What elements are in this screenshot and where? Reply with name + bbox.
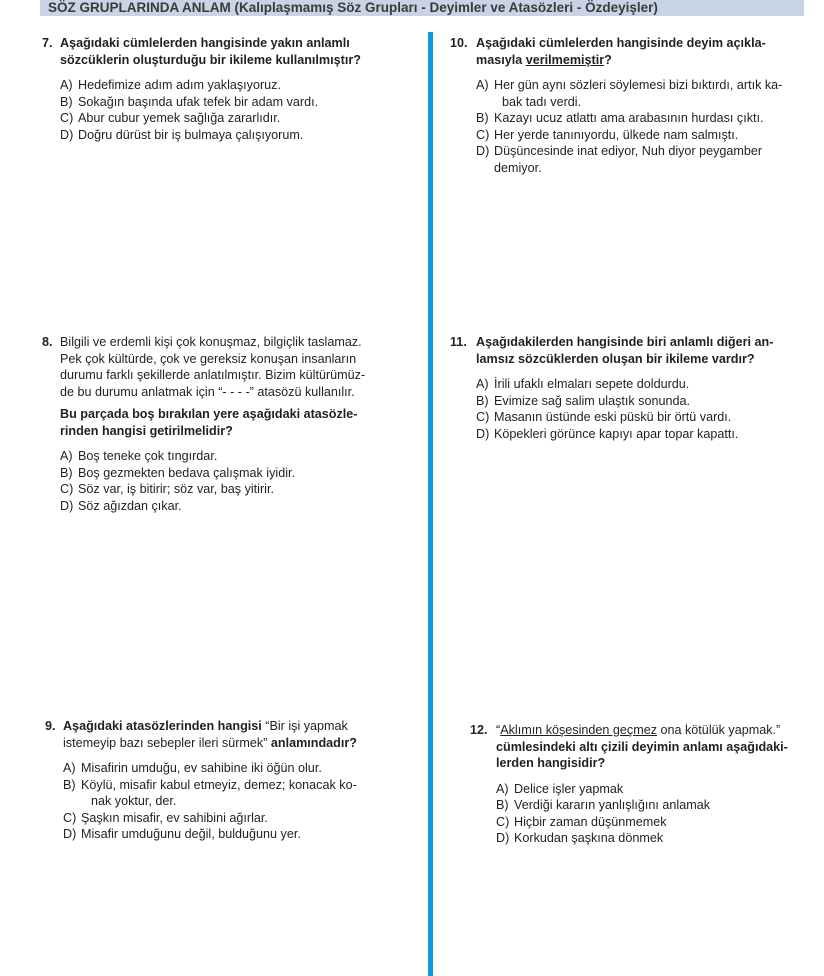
option-label: B) <box>476 111 489 125</box>
option-d[interactable] <box>476 143 810 176</box>
question-stem <box>45 718 405 751</box>
stem-line: masıyla <box>476 52 523 67</box>
stem-line: Aşağıdaki cümlelerden hangisinde yakın anlamlı <box>60 36 350 50</box>
option-label: A) <box>476 377 489 391</box>
passage-line: durumu farklı şekillerde anlatılmıştır. Bizim kültürümüz- <box>60 368 366 382</box>
option-text: Doğru dürüst bir iş bulmaya çalışıyorum. <box>78 127 304 142</box>
option-d[interactable] <box>60 498 402 515</box>
option-label: D) <box>476 144 490 158</box>
option-label: A) <box>63 761 76 775</box>
option-text: Şaşkın misafir, ev sahibini ağırlar. <box>81 810 268 825</box>
option-label: B) <box>476 393 489 408</box>
underlined-idiom: Aklımın köşesinden geçmez <box>500 723 657 737</box>
option-c[interactable] <box>60 481 402 498</box>
option-text: Verdiği kararın yanlışlığını anlamak <box>514 798 711 812</box>
options-list <box>450 77 810 176</box>
option-text: nak yoktur, der. <box>91 794 177 808</box>
option-label: A) <box>60 78 73 92</box>
option-a[interactable] <box>496 781 815 798</box>
option-label: D) <box>60 498 74 513</box>
stem-line: ? <box>604 52 612 67</box>
option-label: C) <box>60 111 74 125</box>
option-d[interactable] <box>476 426 810 443</box>
option-d[interactable] <box>63 826 405 843</box>
question-stem <box>470 722 815 772</box>
option-text: Köylü, misafir kabul etmeyiz, demez; konacak ko- <box>81 777 357 792</box>
option-label: C) <box>60 482 74 496</box>
option-label: B) <box>63 777 76 792</box>
question-stem <box>450 334 810 367</box>
option-text: Söz var, iş bitirir; söz var, baş yitirir. <box>78 482 274 496</box>
stem-quote: “Bir işi yapmak <box>265 719 348 733</box>
question-9 <box>45 718 405 843</box>
passage-line: Pek çok kültürde, çok ve gereksiz konuşan insanların <box>60 351 357 366</box>
option-text: Misafirin umduğu, ev sahibine iki öğün olur. <box>81 761 322 775</box>
options-list <box>470 781 815 847</box>
option-b[interactable] <box>63 777 405 810</box>
option-text: Kazayı ucuz atlattı ama arabasının hurdası çıktı. <box>494 111 764 125</box>
option-label: B) <box>60 465 73 480</box>
column-divider <box>428 32 433 976</box>
option-text: Söz ağızdan çıkar. <box>78 498 182 513</box>
stem-line: Aşağıdaki cümlelerden hangisinde deyim açıkla- <box>476 36 766 50</box>
options-list <box>42 77 402 143</box>
option-text: demiyor. <box>494 160 542 175</box>
option-a[interactable] <box>476 77 810 110</box>
option-label: C) <box>476 410 490 424</box>
option-text: Boş gezmekten bedava çalışmak iyidir. <box>78 465 295 480</box>
options-list <box>42 448 402 514</box>
option-text: Evimize sağ salim ulaştık sonunda. <box>494 393 690 408</box>
options-list <box>450 376 810 442</box>
stem-line: cümlesindeki altı çizili deyimin anlamı aşağıdaki- <box>496 739 788 754</box>
quote-text: ona kötülük yapmak.” <box>657 723 781 737</box>
quote-mark: “ <box>496 723 501 737</box>
question-passage <box>42 334 402 400</box>
question-stem <box>42 35 402 68</box>
option-label: A) <box>496 781 509 796</box>
option-b[interactable] <box>60 94 402 111</box>
option-text: Boş teneke çok tıngırdar. <box>78 449 218 463</box>
question-stem <box>450 35 810 68</box>
question-11 <box>450 334 810 442</box>
option-label: C) <box>63 810 77 825</box>
stem-bold: Aşağıdaki atasözlerinden hangisi <box>63 719 262 733</box>
question-stem <box>42 406 402 439</box>
option-text: Hedefimize adım adım yaklaşıyoruz. <box>78 78 281 92</box>
question-8 <box>42 334 402 514</box>
option-text: Hiçbir zaman düşünmemek <box>514 814 667 829</box>
question-number: 10. <box>450 36 468 50</box>
question-7 <box>42 35 402 143</box>
option-label: D) <box>63 827 77 841</box>
option-label: C) <box>476 127 490 142</box>
option-d[interactable] <box>60 127 402 144</box>
option-c[interactable] <box>60 110 402 127</box>
option-text: Masanın üstünde eski püskü bir örtü vardı. <box>494 410 732 424</box>
passage-line: Bilgili ve erdemli kişi çok konuşmaz, bilgiçlik taslamaz. <box>60 335 362 349</box>
option-a[interactable] <box>60 448 402 465</box>
page-title: SÖZ GRUPLARINDA ANLAM (Kalıplaşmamış Söz Grupları - Deyimler ve Atasözleri - Özdeyişler) <box>48 0 658 15</box>
option-c[interactable] <box>476 409 810 426</box>
stem-line: rinden hangisi getirilmelidir? <box>60 423 233 438</box>
option-label: C) <box>496 814 510 829</box>
option-b[interactable] <box>496 797 815 814</box>
option-b[interactable] <box>60 465 402 482</box>
stem-bold: anlamındadır? <box>270 735 357 750</box>
stem-line: sözcüklerin oluşturduğu bir ikileme kullanılmıştır? <box>60 52 361 67</box>
question-number: 9. <box>45 719 56 733</box>
option-b[interactable] <box>476 393 810 410</box>
option-label: B) <box>496 798 509 812</box>
option-text: Her yerde tanınıyordu, ülkede nam salmıştı. <box>494 127 739 142</box>
option-c[interactable] <box>63 810 405 827</box>
passage-line: de bu durumu anlatmak için “- - - -” atasözü kullanılır. <box>60 384 355 399</box>
options-list <box>45 760 405 843</box>
stem-line: Aşağıdakilerden hangisinde biri anlamlı diğeri an- <box>476 335 774 349</box>
option-label: A) <box>60 449 73 463</box>
option-label: D) <box>496 831 510 845</box>
option-a[interactable] <box>63 760 405 777</box>
option-text: Köpekleri görünce kapıyı apar topar kapattı. <box>494 426 739 441</box>
question-10 <box>450 35 810 176</box>
option-c[interactable] <box>476 127 810 144</box>
option-label: D) <box>476 426 490 441</box>
option-d[interactable] <box>496 830 815 847</box>
option-text: Korkudan şaşkına dönmek <box>514 831 664 845</box>
option-text: Sokağın başında ufak tefek bir adam vardı. <box>78 94 319 109</box>
stem-line: lamsız sözcüklerden oluşan bir ikileme vardır? <box>476 351 755 366</box>
stem-line: Bu parçada boş bırakılan yere aşağıdaki atasözle- <box>60 407 358 421</box>
option-c[interactable] <box>496 814 815 831</box>
underlined-word: verilmemiştir <box>525 52 605 67</box>
question-number: 8. <box>42 335 53 349</box>
option-label: A) <box>476 78 489 92</box>
option-b[interactable] <box>476 110 810 127</box>
stem-line: lerden hangisidir? <box>496 756 606 770</box>
question-12 <box>470 722 815 847</box>
question-number: 12. <box>470 723 488 737</box>
option-text: Abur cubur yemek sağlığa zararlıdır. <box>78 111 281 125</box>
option-label: B) <box>60 94 73 109</box>
option-a[interactable] <box>476 376 810 393</box>
option-a[interactable] <box>60 77 402 94</box>
option-text: Düşüncesinde inat ediyor, Nuh diyor peygamber <box>494 144 763 158</box>
question-number: 7. <box>42 36 53 50</box>
option-label: D) <box>60 127 74 142</box>
option-text: Delice işler yapmak <box>514 781 624 796</box>
option-text: Her gün aynı sözleri söylemesi bizi bıktırdı, artık ka- <box>494 78 783 92</box>
option-text: bak tadı verdi. <box>502 94 582 109</box>
stem-quote: istemeyip bazı sebepler ileri sürmek” <box>63 735 268 750</box>
question-number: 11. <box>450 335 467 349</box>
option-text: Misafir umduğunu değil, bulduğunu yer. <box>81 827 301 841</box>
option-text: İrili ufaklı elmaları sepete doldurdu. <box>494 377 690 391</box>
